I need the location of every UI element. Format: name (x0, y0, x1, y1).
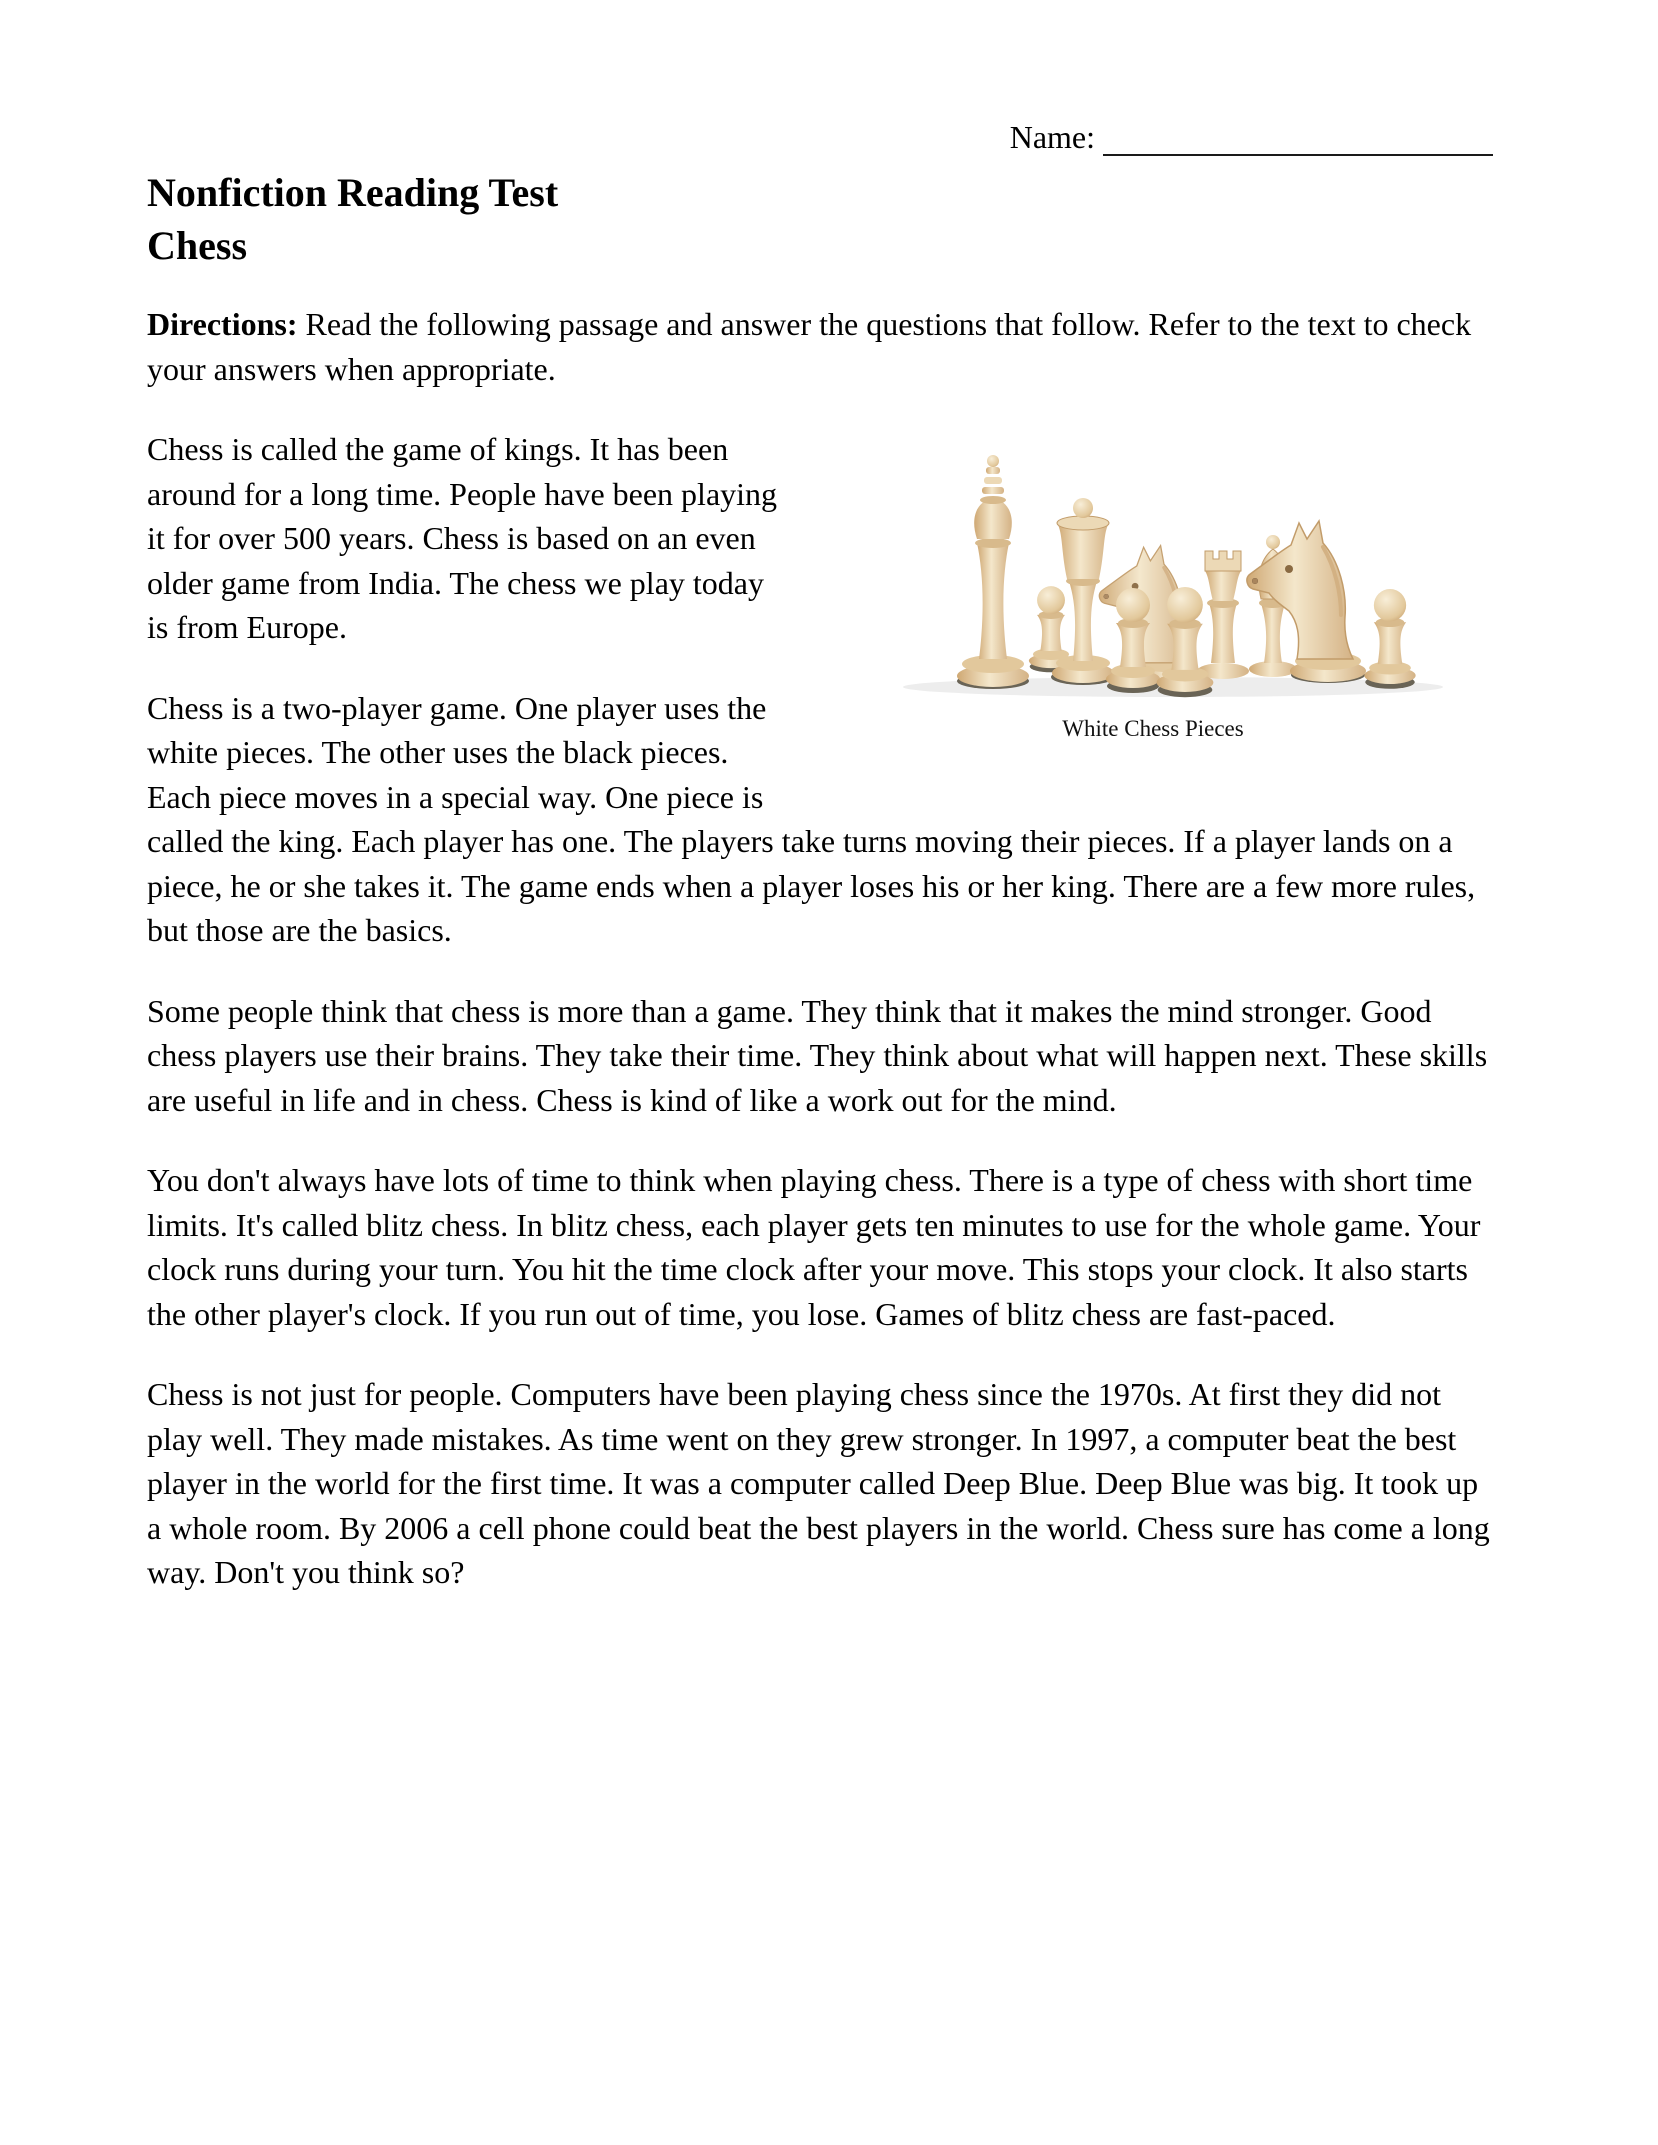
directions-text: Read the following passage and answer the questions that follow. Refer to the text to check your answers when appropriate. (147, 306, 1472, 387)
passage-paragraph-3: Some people think that chess is more than a game. They think that it makes the mind stronger. Good chess players use their brains. They take their time. They think about what will happen next. These skills are useful in life and in chess. Chess is kind of like a work out for the mind. (147, 992, 1488, 1118)
chess-figure (813, 431, 1493, 745)
white-chess-pieces-image (823, 431, 1483, 711)
page-title (147, 166, 1493, 272)
passage-paragraph-5: Chess is not just for people. Computers have been playing chess since the 1970s. At first they did not play well. They made mistakes. As time went on they grew stronger. In 1997, a computer beat the best player in the world for the first time. It was a computer called Deep Blue. Deep Blue was big. It took up a whole room. By 2006 a cell phone could beat the best players in the world. Chess sure has come a long way. Don't you think so? (147, 1376, 1490, 1590)
title-line-2: Chess (147, 223, 248, 268)
figure-caption: White Chess Pieces (1062, 716, 1244, 741)
directions (147, 302, 1493, 391)
passage-paragraph-1: Chess is called the game of kings. It has been around for a long time. People have been playing it for over 500 years. Chess is based on an even older game from India. The chess we play today is from Europe. (147, 431, 778, 645)
chess-king-icon (957, 455, 1029, 689)
name-label: Name: (1009, 119, 1095, 155)
chess-rook-icon (1197, 551, 1249, 679)
passage-paragraph-4: You don't always have lots of time to think when playing chess. There is a type of chess with short time limits. It's called blitz chess. In blitz chess, each player gets ten minutes to use for the whole game. Your clock runs during your turn. You hit the time clock after your move. This stops your clock. It also starts the other player's clock. If you run out of time, you lose. Games of blitz chess are fast-paced. (147, 1162, 1481, 1332)
passage-paragraph-2: Chess is a two-player game. One player uses the white pieces. The other uses the black pieces. Each piece moves in a special way. One piece is called the king. Each player has one. The players take turns moving their pieces. If a player lands on a piece, he or she takes it. The game ends when a player loses his or her king. There are a few more rules, but those are the basics. (147, 689, 1476, 948)
directions-label: Directions: (147, 306, 298, 342)
name-input-line[interactable] (1103, 120, 1493, 156)
title-line-1: Nonfiction Reading Test (147, 170, 559, 215)
name-row (147, 118, 1493, 156)
